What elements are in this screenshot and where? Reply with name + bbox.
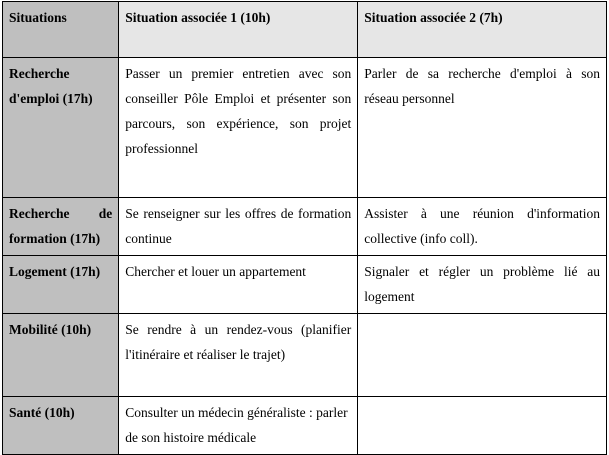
assoc2-cell: Signaler et régler un problème lié au logement xyxy=(358,256,607,314)
situation-cell: Mobilité (10h) xyxy=(3,314,119,397)
assoc2-cell: Parler de sa recherche d'emploi à son réseau personnel xyxy=(358,58,607,198)
header-row xyxy=(3,2,607,58)
table-row xyxy=(3,397,607,455)
assoc2-cell xyxy=(358,314,607,397)
assoc1-cell: Consulter un médecin généraliste : parler de son histoire médicale xyxy=(119,397,358,455)
header-situation-associee-1: Situation associée 1 (10h) xyxy=(119,2,358,58)
table-row xyxy=(3,58,607,198)
assoc1-cell: Se rendre à un rendez-vous (planifier l'itinéraire et réaliser le trajet) xyxy=(119,314,358,397)
situations-table xyxy=(2,1,607,455)
table-row xyxy=(3,314,607,397)
header-situation-associee-2: Situation associée 2 (7h) xyxy=(358,2,607,58)
assoc2-cell: Assister à une réunion d'information collective (info coll). xyxy=(358,198,607,256)
situation-cell: Logement (17h) xyxy=(3,256,119,314)
situation-cell: Recherche de formation (17h) xyxy=(3,198,119,256)
assoc2-cell xyxy=(358,397,607,455)
situation-cell: Santé (10h) xyxy=(3,397,119,455)
header-situations: Situations xyxy=(3,2,119,58)
table-row xyxy=(3,256,607,314)
table-row xyxy=(3,198,607,256)
assoc1-cell: Passer un premier entretien avec son conseiller Pôle Emploi et présenter son parcours, son expérience, son projet professionnel xyxy=(119,58,358,198)
assoc1-cell: Chercher et louer un appartement xyxy=(119,256,358,314)
situation-cell: Recherche d'emploi (17h) xyxy=(3,58,119,198)
assoc1-cell: Se renseigner sur les offres de formation continue xyxy=(119,198,358,256)
